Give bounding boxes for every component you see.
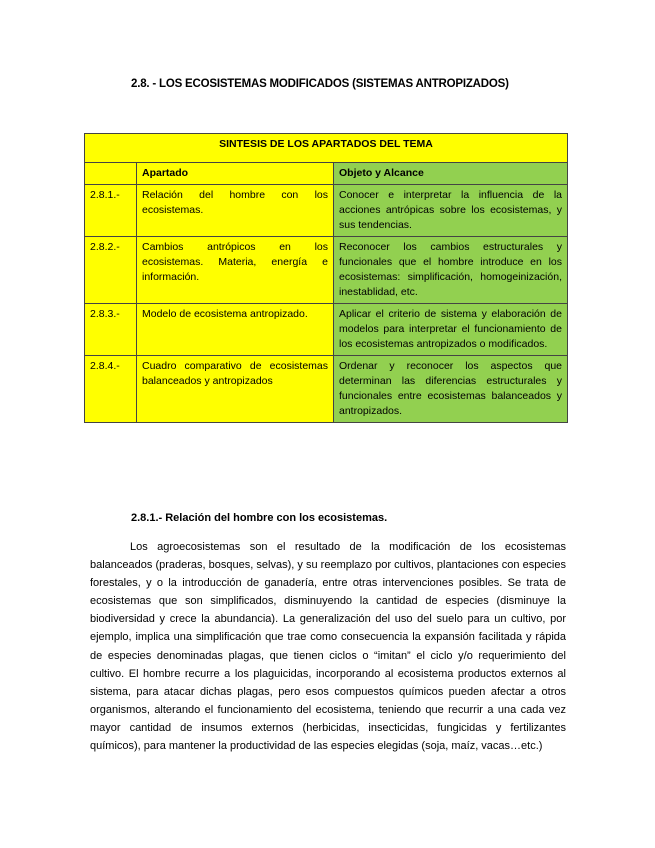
table-header: SINTESIS DE LOS APARTADOS DEL TEMA <box>85 134 568 163</box>
subsection-title: 2.8.1.- Relación del hombre con los ecosistemas. <box>131 512 388 524</box>
row-apartado: Cuadro comparativo de ecosistemas balanceados y antropizados <box>137 356 334 423</box>
table-row <box>85 237 568 304</box>
body-paragraph: Los agroecosistemas son el resultado de la modificación de los ecosistemas balanceados (praderas, bosques, selvas), y su reemplazo por cultivos, plantaciones con especies forestales, y o la introducción de ganadería, entre otras intervenciones posibles. Se trata de ecosistemas que son simplificados, disminuyendo la cantidad de especies (disminuye la biodiversidad y crece la abundancia). La generalización del uso del suelo para un cultivo, por ejemplo, implica una simplificación que trae como consecuencia la expansión facilitada y rápida de especies denominadas plagas, que tienen ciclos o “imitan” el ciclo y/o requerimiento del cultivo. El hombre recurre a los plaguicidas, incorporando al ecosistema productos externos al sistema, para atacar dichas plagas, pero esos compuestos químicos pueden afectar a otros organismos, alterando el funcionamiento del ecosistema, teniendo que recurrir a una cada vez mayor cantidad de insumos externos (herbicidas, insecticidas, fungicidas y fertilizantes químicos), para mantener la productividad de las especies elegidas (soja, maíz, vacas…etc.) <box>90 541 566 753</box>
table-header-row <box>85 134 568 163</box>
table-row <box>85 356 568 423</box>
row-number: 2.8.2.- <box>85 237 137 304</box>
column-header-objeto: Objeto y Alcance <box>334 163 568 185</box>
row-objeto: Aplicar el criterio de sistema y elaboración de modelos para interpretar el funcionamiento de los ecosistemas antropizados o modificados. <box>334 304 568 356</box>
table-corner-cell <box>85 163 137 185</box>
section-title: 2.8. - LOS ECOSISTEMAS MODIFICADOS (SISTEMAS ANTROPIZADOS) <box>131 78 509 90</box>
table-row <box>85 185 568 237</box>
row-apartado: Cambios antrópicos en los ecosistemas. Materia, energía e información. <box>137 237 334 304</box>
row-apartado: Relación del hombre con los ecosistemas. <box>137 185 334 237</box>
row-number: 2.8.3.- <box>85 304 137 356</box>
row-objeto: Reconocer los cambios estructurales y funcionales que el hombre introduce en los ecosistemas: simplificación, homogeinización, inestablidad, etc. <box>334 237 568 304</box>
row-objeto: Conocer e interpretar la influencia de la acciones antrópicas sobre los ecosistemas, y sus tendencias. <box>334 185 568 237</box>
table-column-row <box>85 163 568 185</box>
synthesis-table <box>84 133 568 423</box>
table-row <box>85 304 568 356</box>
row-number: 2.8.1.- <box>85 185 137 237</box>
row-objeto: Ordenar y reconocer los aspectos que determinan las diferencias estructurales y funcionales entre ecosistemas balanceados y antropizados. <box>334 356 568 423</box>
row-number: 2.8.4.- <box>85 356 137 423</box>
column-header-apartado: Apartado <box>137 163 334 185</box>
row-apartado: Modelo de ecosistema antropizado. <box>137 304 334 356</box>
